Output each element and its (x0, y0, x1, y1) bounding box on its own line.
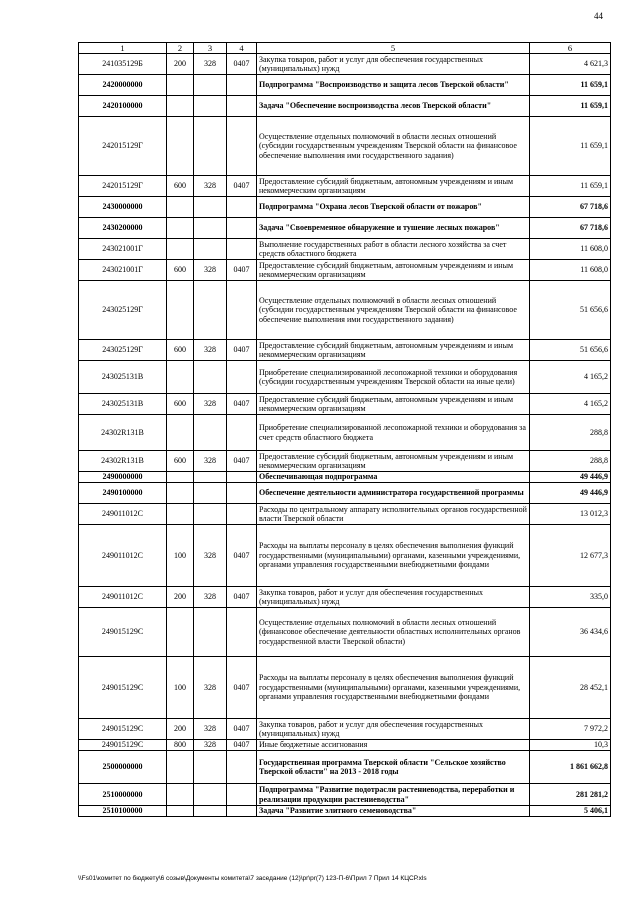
cell-amount: 288,8 (530, 415, 611, 451)
cell-col-2: 600 (167, 340, 194, 361)
cell-code: 2420000000 (79, 75, 167, 96)
cell-col-2: 600 (167, 394, 194, 415)
table-row (79, 751, 611, 784)
cell-col-3 (194, 806, 227, 817)
footer-file-path: \\Fs01\комитет по бюджету\6 созыв\Документы комитета\7 заседание (12)\pr\pr(7) 123-П-6\Прил 7 Прил 14 КЦСР.xls (78, 875, 427, 882)
cell-amount: 11 659,1 (530, 117, 611, 176)
cell-col-3 (194, 197, 227, 218)
cell-col-4 (227, 504, 257, 525)
cell-code: 24302R131В (79, 415, 167, 451)
cell-col-4 (227, 608, 257, 657)
cell-description: Расходы по центральному аппарату исполнительных органов государственной власти Тверской области (257, 504, 530, 525)
cell-code: 2490000000 (79, 472, 167, 483)
cell-code: 249015129С (79, 740, 167, 751)
table-row (79, 719, 611, 740)
cell-col-3: 328 (194, 525, 227, 587)
table-row (79, 415, 611, 451)
budget-table (78, 42, 611, 817)
cell-col-2: 600 (167, 260, 194, 281)
cell-col-2 (167, 483, 194, 504)
cell-col-4 (227, 281, 257, 340)
cell-col-4 (227, 806, 257, 817)
cell-col-4: 0407 (227, 260, 257, 281)
cell-col-2: 100 (167, 525, 194, 587)
header-col-6: 6 (530, 43, 611, 54)
cell-amount: 49 446,9 (530, 472, 611, 483)
table-row (79, 504, 611, 525)
cell-description: Иные бюджетные ассигнования (257, 740, 530, 751)
cell-code: 24302R131В (79, 451, 167, 472)
cell-amount: 36 434,6 (530, 608, 611, 657)
cell-col-3 (194, 504, 227, 525)
cell-description: Подпрограмма "Развитие подотрасли растениеводства, переработки и реализации продукции растениеводства" (257, 784, 530, 806)
cell-code: 243025131В (79, 394, 167, 415)
cell-col-4: 0407 (227, 587, 257, 608)
cell-code: 249015129С (79, 608, 167, 657)
cell-amount: 67 718,6 (530, 218, 611, 239)
table-row (79, 525, 611, 587)
cell-amount: 4 165,2 (530, 361, 611, 394)
cell-code: 2490100000 (79, 483, 167, 504)
cell-col-4 (227, 75, 257, 96)
table-row (79, 587, 611, 608)
cell-col-3 (194, 117, 227, 176)
cell-col-4 (227, 784, 257, 806)
table-row (79, 239, 611, 260)
cell-description: Закупка товаров, работ и услуг для обеспечения государственных (муниципальных) нужд (257, 719, 530, 740)
cell-col-4: 0407 (227, 719, 257, 740)
cell-description: Осуществление отдельных полномочий в области лесных отношений (субсидии государственным учреждениям Тверской области на финансовое обеспечение выполнения ими государственного задания) (257, 117, 530, 176)
cell-amount: 7 972,2 (530, 719, 611, 740)
cell-code: 2420100000 (79, 96, 167, 117)
cell-description: Осуществление отдельных полномочий в области лесных отношений (субсидии государственным учреждениям Тверской области на финансовое обеспечение выполнения ими государственного задания) (257, 281, 530, 340)
cell-code: 249011012С (79, 587, 167, 608)
cell-code: 2430000000 (79, 197, 167, 218)
header-col-1: 1 (79, 43, 167, 54)
cell-amount: 5 406,1 (530, 806, 611, 817)
cell-amount: 4 165,2 (530, 394, 611, 415)
cell-col-4 (227, 197, 257, 218)
cell-description: Предоставление субсидий бюджетным, автономным учреждениям и иным некоммерческим организациям (257, 260, 530, 281)
cell-amount: 11 659,1 (530, 75, 611, 96)
cell-col-2: 200 (167, 54, 194, 75)
table-row (79, 394, 611, 415)
cell-description: Закупка товаров, работ и услуг для обеспечения государственных (муниципальных) нужд (257, 587, 530, 608)
cell-amount: 1 861 662,8 (530, 751, 611, 784)
cell-col-4 (227, 483, 257, 504)
cell-code: 243025129Г (79, 340, 167, 361)
cell-code: 2500000000 (79, 751, 167, 784)
table-row (79, 197, 611, 218)
cell-col-4: 0407 (227, 54, 257, 75)
table-row (79, 657, 611, 719)
cell-col-2 (167, 239, 194, 260)
cell-col-2 (167, 218, 194, 239)
header-col-4: 4 (227, 43, 257, 54)
cell-description: Задача "Своевременное обнаружение и тушение лесных пожаров" (257, 218, 530, 239)
table-row (79, 281, 611, 340)
cell-col-2 (167, 415, 194, 451)
table-row (79, 608, 611, 657)
cell-amount: 10,3 (530, 740, 611, 751)
cell-col-4 (227, 361, 257, 394)
cell-code: 2510100000 (79, 806, 167, 817)
table-row (79, 361, 611, 394)
cell-description: Выполнение государственных работ в области лесного хозяйства за счет средств областного бюджета (257, 239, 530, 260)
header-col-2: 2 (167, 43, 194, 54)
cell-amount: 51 656,6 (530, 340, 611, 361)
cell-col-2 (167, 117, 194, 176)
cell-description: Закупка товаров, работ и услуг для обеспечения государственных (муниципальных) нужд (257, 54, 530, 75)
cell-col-3: 328 (194, 657, 227, 719)
cell-code: 2510000000 (79, 784, 167, 806)
cell-description: Предоставление субсидий бюджетным, автономным учреждениям и иным некоммерческим организациям (257, 451, 530, 472)
cell-col-2 (167, 75, 194, 96)
cell-col-4 (227, 239, 257, 260)
cell-col-3 (194, 472, 227, 483)
cell-code: 249011012С (79, 504, 167, 525)
cell-description: Приобретение специализированной лесопожарной техники и оборудования за счет средств областного бюджета (257, 415, 530, 451)
table-row (79, 96, 611, 117)
table-row (79, 218, 611, 239)
cell-code: 243025131В (79, 361, 167, 394)
cell-col-4: 0407 (227, 657, 257, 719)
cell-col-2 (167, 504, 194, 525)
table-row (79, 740, 611, 751)
table-row (79, 806, 611, 817)
cell-col-3 (194, 608, 227, 657)
table-row (79, 472, 611, 483)
cell-code: 241035129Б (79, 54, 167, 75)
cell-code: 243025129Г (79, 281, 167, 340)
cell-col-2 (167, 608, 194, 657)
cell-col-3 (194, 361, 227, 394)
cell-col-2: 100 (167, 657, 194, 719)
cell-col-2: 800 (167, 740, 194, 751)
page-number: 44 (594, 11, 603, 21)
cell-col-2 (167, 784, 194, 806)
cell-col-4: 0407 (227, 394, 257, 415)
cell-col-2: 600 (167, 451, 194, 472)
table-row (79, 483, 611, 504)
header-col-5: 5 (257, 43, 530, 54)
table-row (79, 784, 611, 806)
cell-amount: 51 656,6 (530, 281, 611, 340)
cell-col-2 (167, 806, 194, 817)
cell-col-3: 328 (194, 719, 227, 740)
cell-code: 249015129С (79, 719, 167, 740)
cell-code: 2430200000 (79, 218, 167, 239)
cell-amount: 335,0 (530, 587, 611, 608)
cell-col-3 (194, 784, 227, 806)
cell-amount: 11 659,1 (530, 96, 611, 117)
cell-amount: 11 659,1 (530, 176, 611, 197)
cell-col-2 (167, 361, 194, 394)
table-row (79, 117, 611, 176)
cell-code: 243021001Г (79, 260, 167, 281)
cell-description: Подпрограмма "Охрана лесов Тверской области от пожаров" (257, 197, 530, 218)
table-row (79, 340, 611, 361)
cell-col-3 (194, 483, 227, 504)
header-col-3: 3 (194, 43, 227, 54)
cell-col-4 (227, 96, 257, 117)
table-body (79, 54, 611, 817)
cell-description: Обеспечение деятельности администратора государственной программы (257, 483, 530, 504)
cell-col-3: 328 (194, 587, 227, 608)
cell-col-2 (167, 96, 194, 117)
table-header-row (79, 43, 611, 54)
cell-col-3 (194, 75, 227, 96)
cell-col-3: 328 (194, 340, 227, 361)
cell-code: 249015129С (79, 657, 167, 719)
cell-col-3 (194, 96, 227, 117)
cell-col-4 (227, 415, 257, 451)
cell-description: Задача "Обеспечение воспроизводства лесов Тверской области" (257, 96, 530, 117)
cell-col-3: 328 (194, 451, 227, 472)
cell-amount: 288,8 (530, 451, 611, 472)
cell-col-4: 0407 (227, 451, 257, 472)
cell-description: Расходы на выплаты персоналу в целях обеспечения выполнения функций государственными (муниципальными) органами, казенными учреждениями, органами управления государственными внебюджетными фондами (257, 657, 530, 719)
cell-col-4 (227, 472, 257, 483)
cell-col-2 (167, 281, 194, 340)
cell-col-3: 328 (194, 54, 227, 75)
cell-description: Предоставление субсидий бюджетным, автономным учреждениям и иным некоммерческим организациям (257, 176, 530, 197)
cell-description: Предоставление субсидий бюджетным, автономным учреждениям и иным некоммерческим организациям (257, 340, 530, 361)
cell-col-2 (167, 472, 194, 483)
cell-description: Подпрограмма "Воспроизводство и защита лесов Тверской области" (257, 75, 530, 96)
cell-description: Государственная программа Тверской области "Сельское хозяйство Тверской области" на 2013 - 2018 годы (257, 751, 530, 784)
table-row (79, 260, 611, 281)
cell-col-2: 200 (167, 719, 194, 740)
cell-code: 242015129Г (79, 176, 167, 197)
cell-col-4: 0407 (227, 740, 257, 751)
cell-amount: 67 718,6 (530, 197, 611, 218)
cell-code: 242015129Г (79, 117, 167, 176)
cell-description: Приобретение специализированной лесопожарной техники и оборудования (субсидии государственным учреждениям Тверской области на иные цели) (257, 361, 530, 394)
cell-col-3 (194, 239, 227, 260)
table-row (79, 75, 611, 96)
cell-col-4: 0407 (227, 525, 257, 587)
cell-amount: 49 446,9 (530, 483, 611, 504)
cell-col-3: 328 (194, 260, 227, 281)
cell-description: Предоставление субсидий бюджетным, автономным учреждениям и иным некоммерческим организациям (257, 394, 530, 415)
cell-col-4 (227, 218, 257, 239)
cell-col-3 (194, 218, 227, 239)
cell-col-2 (167, 197, 194, 218)
cell-amount: 13 012,3 (530, 504, 611, 525)
table-row (79, 176, 611, 197)
cell-code: 243021001Г (79, 239, 167, 260)
cell-col-2: 600 (167, 176, 194, 197)
cell-amount: 12 677,3 (530, 525, 611, 587)
cell-col-2 (167, 751, 194, 784)
cell-amount: 11 608,0 (530, 239, 611, 260)
cell-col-4: 0407 (227, 176, 257, 197)
cell-amount: 11 608,0 (530, 260, 611, 281)
cell-col-3: 328 (194, 394, 227, 415)
cell-description: Расходы на выплаты персоналу в целях обеспечения выполнения функций государственными (муниципальными) органами, казенными учреждениями, органами управления государственными внебюджетными фондами (257, 525, 530, 587)
cell-description: Задача "Развитие элитного семеноводства" (257, 806, 530, 817)
cell-description: Осуществление отдельных полномочий в области лесных отношений (финансовое обеспечение деятельности областных исполнительных органов государственной власти Тверской области) (257, 608, 530, 657)
cell-col-4: 0407 (227, 340, 257, 361)
table-row (79, 54, 611, 75)
cell-col-3: 328 (194, 740, 227, 751)
cell-description: Обеспечивающая подпрограмма (257, 472, 530, 483)
cell-col-4 (227, 117, 257, 176)
cell-col-3 (194, 751, 227, 784)
cell-amount: 4 621,3 (530, 54, 611, 75)
cell-col-3: 328 (194, 176, 227, 197)
cell-col-2: 200 (167, 587, 194, 608)
cell-col-3 (194, 415, 227, 451)
cell-code: 249011012С (79, 525, 167, 587)
cell-col-3 (194, 281, 227, 340)
table-row (79, 451, 611, 472)
cell-col-4 (227, 751, 257, 784)
cell-amount: 281 281,2 (530, 784, 611, 806)
cell-amount: 28 452,1 (530, 657, 611, 719)
